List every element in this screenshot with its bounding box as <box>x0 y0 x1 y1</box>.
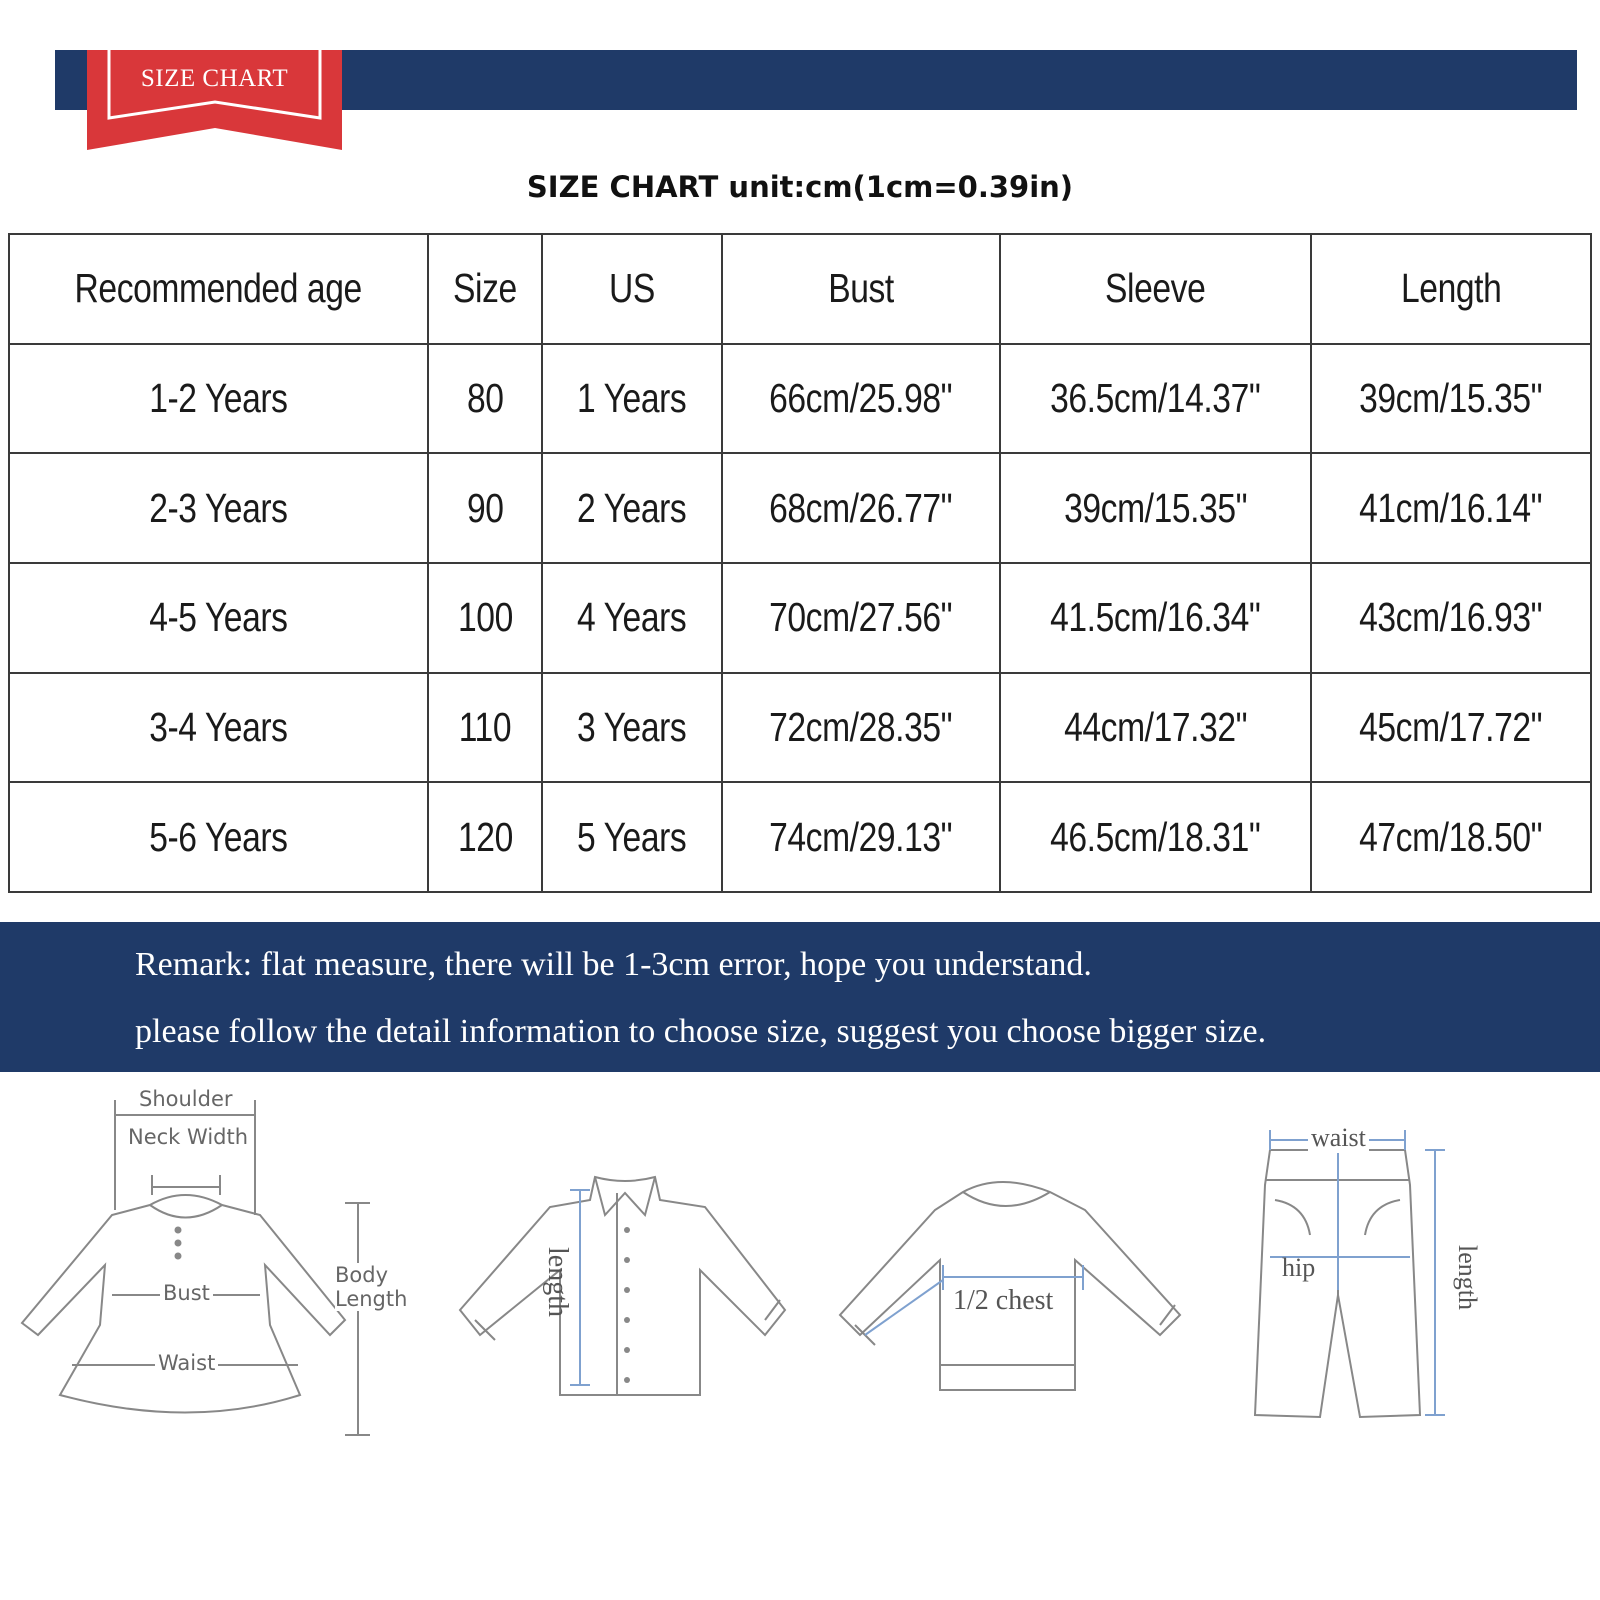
table-cell: 68cm/26.77" <box>722 453 1000 563</box>
table-cell: 4-5 Years <box>9 563 428 673</box>
table-cell: 41cm/16.14" <box>1311 453 1591 563</box>
length-label: length <box>1453 1245 1482 1310</box>
pants-diagram <box>1260 1125 1490 1445</box>
body-length-label: Length <box>335 1287 408 1311</box>
neck-width-label: Neck Width <box>128 1125 249 1149</box>
column-header: Bust <box>722 234 1000 344</box>
table-cell: 3 Years <box>542 673 722 783</box>
dress-diagram <box>0 1087 430 1455</box>
table-cell: 3-4 Years <box>9 673 428 783</box>
table-cell: 5-6 Years <box>9 782 428 892</box>
table-cell: 70cm/27.56" <box>722 563 1000 673</box>
column-header: Recommended age <box>9 234 428 344</box>
table-header-row <box>9 234 1591 344</box>
remark-text: Remark: flat measure, there will be 1-3cm error, hope you understand. <box>135 946 1092 983</box>
column-header: Sleeve <box>1000 234 1311 344</box>
column-header: Size <box>428 234 542 344</box>
shirt-diagram <box>455 1175 805 1415</box>
column-header: US <box>542 234 722 344</box>
table-cell: 43cm/16.93" <box>1311 563 1591 673</box>
table-cell: 74cm/29.13" <box>722 782 1000 892</box>
table-cell: 46.5cm/18.31" <box>1000 782 1311 892</box>
table-cell: 45cm/17.72" <box>1311 673 1591 783</box>
table-cell: 110 <box>428 673 542 783</box>
body-length-label: Body <box>335 1263 389 1287</box>
remark-text: please follow the detail information to choose size, suggest you choose bigger size. <box>135 1013 1267 1050</box>
table-cell: 80 <box>428 344 542 454</box>
table-cell: 39cm/15.35" <box>1000 453 1311 563</box>
shoulder-label: Shoulder <box>136 1087 236 1111</box>
waist-label: waist <box>1308 1123 1369 1153</box>
hip-label: hip <box>1282 1253 1316 1282</box>
table-row <box>9 453 1591 563</box>
table-cell: 2-3 Years <box>9 453 428 563</box>
table-cell: 4 Years <box>542 563 722 673</box>
size-chart-badge <box>87 50 342 150</box>
table-cell: 1-2 Years <box>9 344 428 454</box>
bust-label: Bust <box>160 1281 213 1305</box>
table-cell: 5 Years <box>542 782 722 892</box>
table-cell: 44cm/17.32" <box>1000 673 1311 783</box>
length-label: length <box>542 1247 573 1317</box>
badge-label: SIZE CHART <box>140 65 289 92</box>
table-cell: 90 <box>428 453 542 563</box>
column-header: Length <box>1311 234 1591 344</box>
table-row <box>9 563 1591 673</box>
size-table <box>8 233 1592 893</box>
table-cell: 100 <box>428 563 542 673</box>
table-row <box>9 782 1591 892</box>
waist-label: Waist <box>155 1351 218 1375</box>
table-cell: 2 Years <box>542 453 722 563</box>
sweater-diagram <box>835 1180 1195 1410</box>
chart-caption: SIZE CHART unit:cm(1cm=0.39in) <box>526 170 1074 204</box>
table-cell: 47cm/18.50" <box>1311 782 1591 892</box>
table-row <box>9 673 1591 783</box>
table-row <box>9 344 1591 454</box>
table-cell: 120 <box>428 782 542 892</box>
table-cell: 1 Years <box>542 344 722 454</box>
chest-label: 1/2 chest <box>953 1285 1054 1316</box>
table-cell: 66cm/25.98" <box>722 344 1000 454</box>
table-cell: 72cm/28.35" <box>722 673 1000 783</box>
table-cell: 41.5cm/16.34" <box>1000 563 1311 673</box>
table-cell: 36.5cm/14.37" <box>1000 344 1311 454</box>
table-cell: 39cm/15.35" <box>1311 344 1591 454</box>
